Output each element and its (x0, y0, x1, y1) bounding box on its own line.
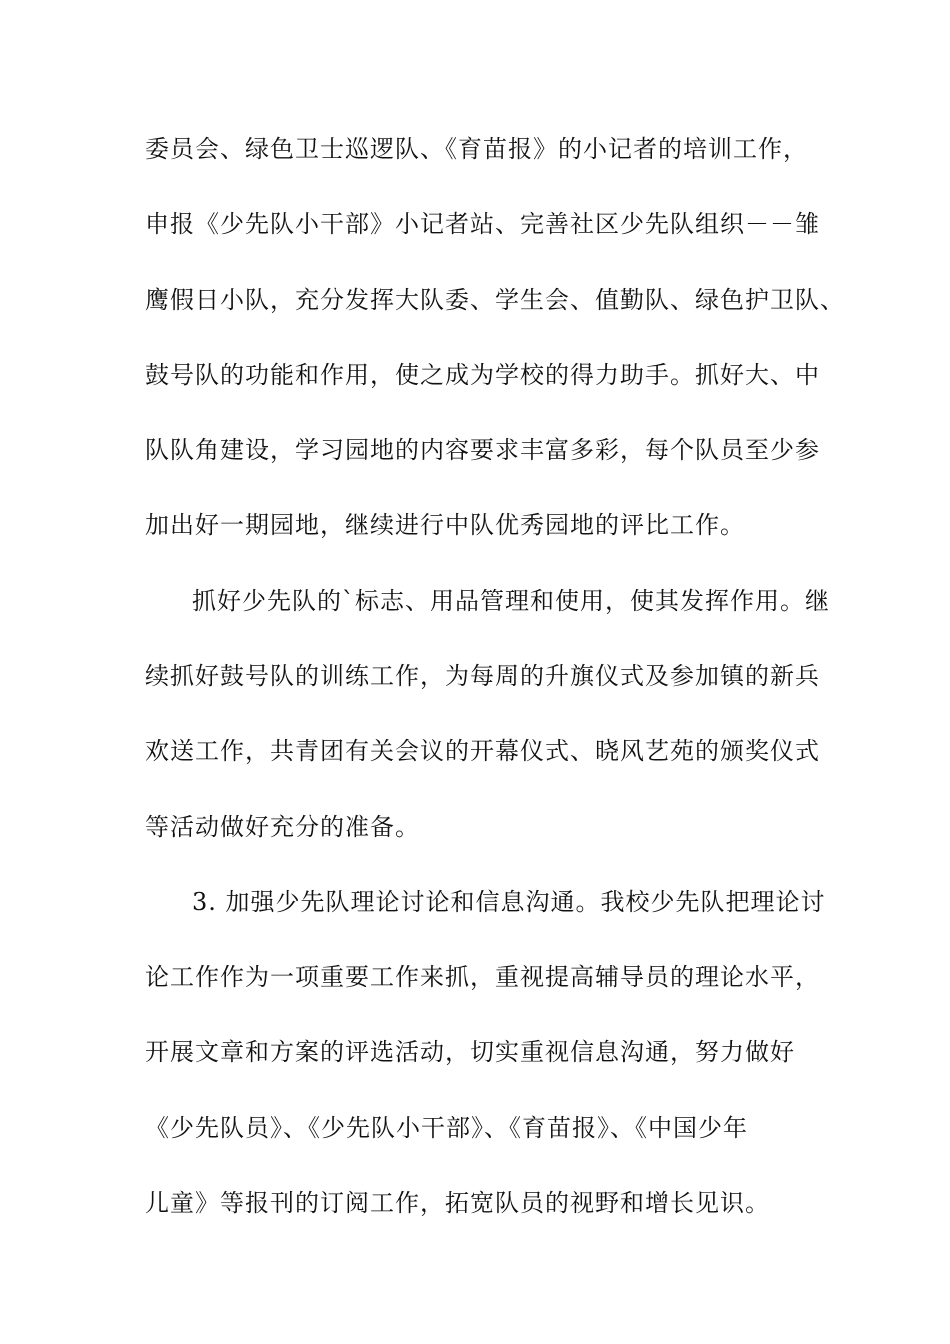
text-line: 队队角建设，学习园地的内容要求丰富多彩，每个队员至少参 (145, 436, 820, 464)
text-line: 开展文章和方案的评选活动，切实重视信息沟通，努力做好 (145, 1038, 795, 1066)
text-line: 《少先队员》、《少先队小干部》、《育苗报》、《中国少年 (145, 1114, 748, 1142)
paragraph-first-line: 抓好少先队的`标志、用品管理和使用，使其发挥作用。继 (192, 587, 830, 615)
text-line: 鼓号队的功能和作用，使之成为学校的得力助手。抓好大、中 (145, 361, 820, 389)
text-line: 加出好一期园地，继续进行中队优秀园地的评比工作。 (145, 511, 745, 539)
text-line: 欢送工作，共青团有关会议的开幕仪式、晓风艺苑的颁奖仪式 (145, 737, 820, 765)
text-line: 申报《少先队小干部》小记者站、完善社区少先队组织－－雏 (145, 210, 820, 238)
text-line: 儿童》等报刊的订阅工作，拓宽队员的视野和增长见识。 (145, 1189, 770, 1217)
text-line: 等活动做好充分的准备。 (145, 813, 420, 841)
text-line: 续抓好鼓号队的训练工作，为每周的升旗仪式及参加镇的新兵 (145, 662, 820, 690)
text-line: 鹰假日小队，充分发挥大队委、学生会、值勤队、绿色护卫队、 (145, 286, 845, 314)
text-line: 论工作作为一项重要工作来抓，重视提高辅导员的理论水平， (145, 963, 820, 991)
text-line: 委员会、绿色卫士巡逻队、《育苗报》的小记者的培训工作， (145, 135, 808, 163)
numbered-paragraph-first-line: 3. 加强少先队理论讨论和信息沟通。我校少先队把理论讨 (192, 888, 826, 916)
